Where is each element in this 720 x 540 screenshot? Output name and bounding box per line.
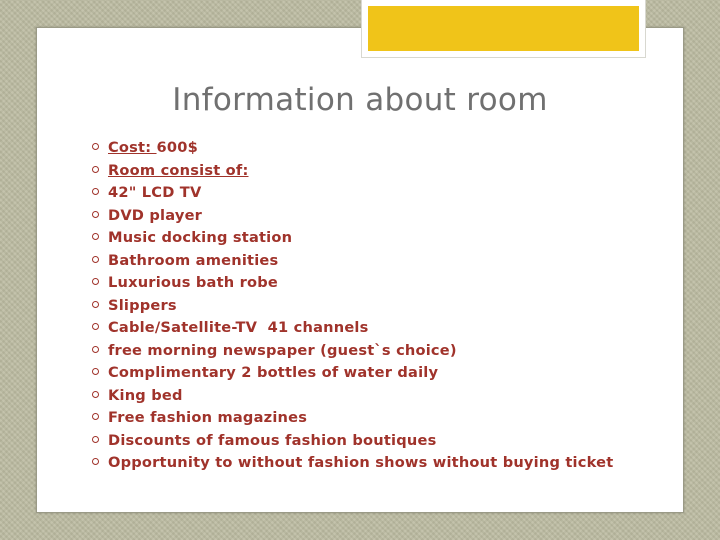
list-item bbox=[92, 409, 632, 426]
cost-label: Cost: bbox=[108, 139, 157, 156]
list-item-text: King bed bbox=[108, 386, 183, 404]
circle-bullet-icon bbox=[92, 256, 99, 263]
list-item-text: Bathroom amenities bbox=[108, 251, 279, 269]
cost-value: 600$ bbox=[156, 139, 198, 156]
circle-bullet-icon bbox=[92, 143, 99, 150]
circle-bullet-icon bbox=[92, 278, 99, 285]
list-item bbox=[92, 454, 632, 471]
list-item bbox=[92, 297, 632, 314]
list-item-text: Free fashion magazines bbox=[108, 409, 308, 426]
list-item-room-label bbox=[92, 162, 632, 179]
list-item bbox=[92, 184, 632, 201]
list-item-text: Discounts of famous fashion boutiques bbox=[108, 431, 437, 449]
circle-bullet-icon bbox=[92, 301, 99, 308]
circle-bullet-icon bbox=[92, 368, 99, 375]
list-item-text: free morning newspaper (guest`s choice) bbox=[108, 341, 457, 359]
bullet-list bbox=[92, 139, 632, 477]
list-item-text: Opportunity to without fashion shows without buying ticket bbox=[108, 454, 614, 471]
list-item-text: Complimentary 2 bottles of water daily bbox=[108, 364, 439, 381]
list-item-text: 42" LCD TV bbox=[108, 184, 202, 201]
list-item bbox=[92, 342, 632, 359]
list-item bbox=[92, 274, 632, 291]
list-item bbox=[92, 387, 632, 404]
list-item bbox=[92, 432, 632, 449]
circle-bullet-icon bbox=[92, 346, 99, 353]
list-item-text: Music docking station bbox=[108, 229, 293, 246]
circle-bullet-icon bbox=[92, 458, 99, 465]
list-item bbox=[92, 364, 632, 381]
list-item-text: Luxurious bath robe bbox=[108, 274, 278, 291]
circle-bullet-icon bbox=[92, 233, 99, 240]
circle-bullet-icon bbox=[92, 188, 99, 195]
circle-bullet-icon bbox=[92, 166, 99, 173]
list-item-text: Cable/Satellite-TV 41 channels bbox=[108, 319, 369, 336]
circle-bullet-icon bbox=[92, 211, 99, 218]
circle-bullet-icon bbox=[92, 436, 99, 443]
circle-bullet-icon bbox=[92, 323, 99, 330]
list-item bbox=[92, 229, 632, 246]
list-item-text: Slippers bbox=[108, 296, 177, 314]
list-item bbox=[92, 207, 632, 224]
slide-title: Information about room bbox=[172, 82, 548, 118]
room-label: Room consist of: bbox=[108, 161, 249, 179]
accent-bar bbox=[362, 0, 645, 57]
circle-bullet-icon bbox=[92, 391, 99, 398]
list-item-text: DVD player bbox=[108, 206, 203, 224]
list-item-cost bbox=[92, 139, 632, 156]
circle-bullet-icon bbox=[92, 413, 99, 420]
list-item bbox=[92, 252, 632, 269]
list-item bbox=[92, 319, 632, 336]
